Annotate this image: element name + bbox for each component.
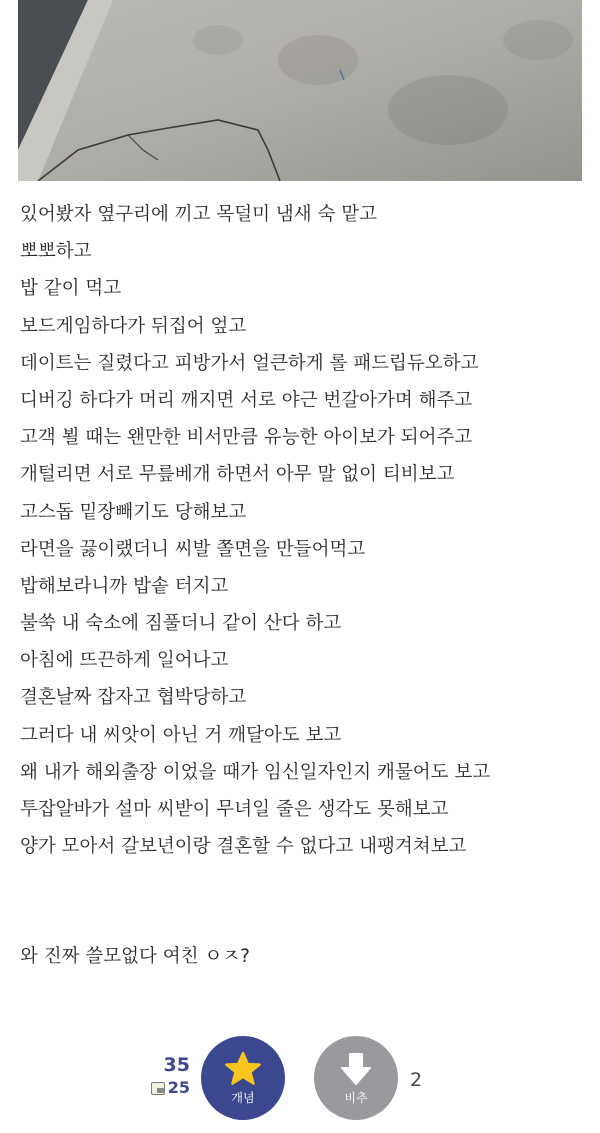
post-line: 아침에 뜨끈하게 일어나고 [20, 650, 229, 672]
post-line: 디버깅 하다가 머리 깨지면 서로 야근 번갈아가며 해주고 [20, 389, 473, 411]
upvote-button[interactable] [201, 1036, 285, 1120]
post-line: 밥해보라니까 밥솥 터지고 [20, 575, 229, 597]
post-line: 그러다 내 씨앗이 아닌 거 깨달아도 보고 [20, 724, 342, 746]
star-icon [224, 1051, 262, 1087]
post-line: 고객 뵐 때는 왠만한 비서만큼 유능한 아이보가 되어주고 [20, 427, 473, 449]
post-line: 결혼날짜 잡자고 협박당하고 [20, 687, 247, 709]
post-body [20, 196, 580, 865]
post-line: 라면을 끓이랬더니 씨발 쫄면을 만들어먹고 [20, 538, 366, 560]
downvote-label: 비추 [344, 1090, 368, 1105]
fixed-upvote-value: 25 [167, 1078, 190, 1097]
post-photo [18, 0, 582, 181]
post-line: 양가 모아서 갈보년이랑 결혼할 수 없다고 내팽겨쳐보고 [20, 836, 467, 858]
arrow-down-icon [339, 1051, 373, 1087]
downvote-count: 2 [410, 1069, 423, 1091]
fixed-upvote-count [140, 1077, 190, 1099]
post-line: 뽀뽀하고 [20, 241, 92, 263]
post-line: 불쑥 내 숙소에 짐풀더니 같이 산다 하고 [20, 613, 342, 635]
post-line: 밥 같이 먹고 [20, 278, 122, 300]
post-line: 투잡알바가 설마 씨받이 무녀일 줄은 생각도 못해보고 [20, 799, 449, 820]
post-closing-line: 와 진짜 쓸모없다 여친 ㅇㅈ? [20, 946, 250, 967]
upvote-counts [140, 1053, 190, 1099]
post-line: 보드게임하다가 뒤집어 엎고 [20, 315, 247, 337]
upvote-count: 35 [163, 1054, 190, 1076]
post-line: 데이트는 질렸다고 피방가서 얼큰하게 롤 패드립듀오하고 [20, 352, 479, 374]
photo-concrete-floor [18, 0, 582, 181]
upvote-label: 개념 [231, 1090, 255, 1105]
post-line: 개털리면 서로 무릎베개 하면서 아무 말 없이 티비보고 [20, 464, 455, 486]
downvote-button[interactable] [314, 1036, 398, 1120]
post-line: 있어봤자 옆구리에 끼고 목덜미 냄새 숙 맡고 [20, 204, 377, 225]
post-line: 고스돕 밑장빼기도 당해보고 [20, 501, 247, 523]
post-line: 왜 내가 해외출장 이었을 때가 임신일자인지 캐물어도 보고 [20, 761, 491, 783]
fixed-user-icon [151, 1082, 165, 1095]
